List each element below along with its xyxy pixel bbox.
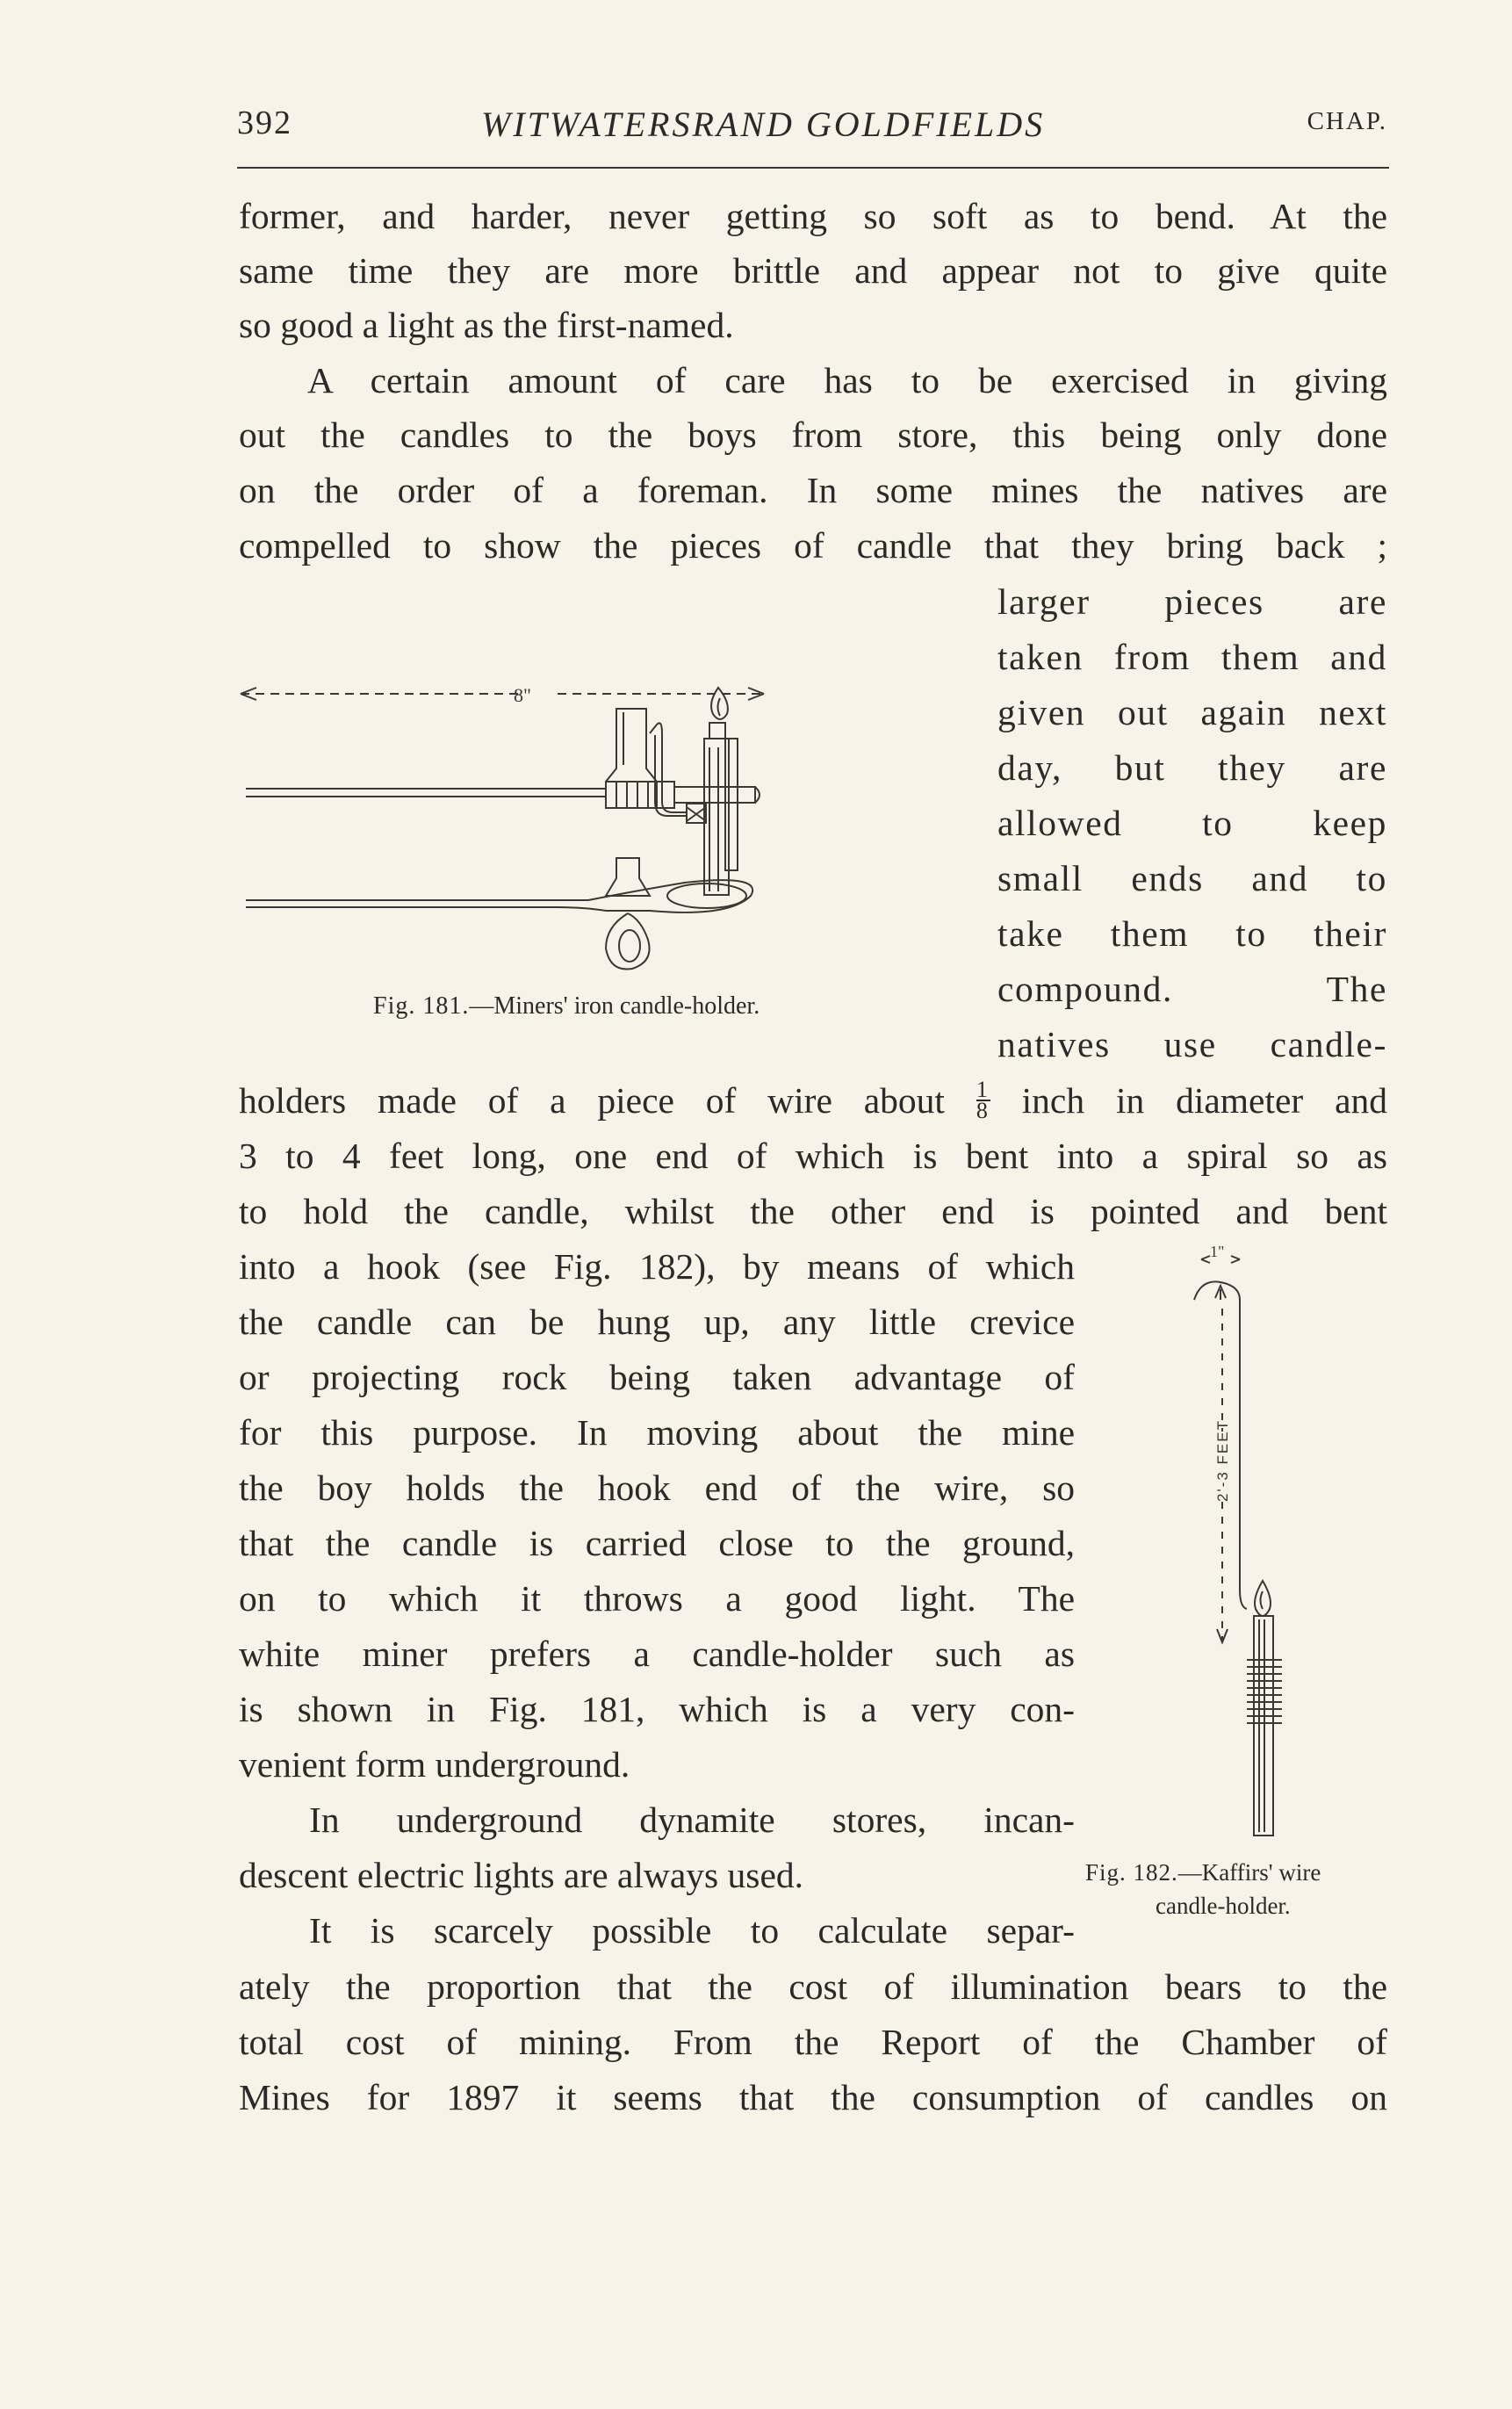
text-line: white miner prefers a candle-holder such as [239,1634,1075,1674]
text-line: the candle can be hung up, any little crevice [239,1302,1075,1342]
text-line: former, and harder, never getting so soft as to bend. At the [239,196,1387,236]
text-line: ately the proportion that the cost of illumination bears to the [239,1966,1387,2007]
running-header [237,104,1387,156]
text-line: venient form underground. [239,1744,630,1785]
text-line: on the order of a foreman. In some mines the natives are [239,470,1387,510]
text-line: Mines for 1897 it seems that the consumption of candles on [239,2077,1387,2117]
text-line: taken from them and [997,637,1387,677]
text-line: day, but they are [997,747,1387,788]
text-line: compelled to show the pieces of candle that they bring back ; [239,525,1387,566]
flame-inner [1261,1591,1264,1609]
text-line: or projecting rock being taken advantage of [239,1357,1075,1397]
text-line: out the candles to the boys from store, this being only done [239,415,1387,455]
ring-inner [619,930,640,962]
chapter-label: CHAP. [1307,107,1387,135]
fraction [976,1077,990,1124]
fig-181-dimension-label: 8" [514,684,531,706]
text-line: is shown in Fig. 181, which is a very con- [239,1689,1075,1729]
text-line: on to which it throws a good light. The [239,1578,1075,1619]
text-line: into a hook (see Fig. 182), by means of which [239,1246,1075,1287]
text-line: the boy holds the hook end of the wire, so [239,1468,1075,1508]
text-line: total cost of mining. From the Report of the Chamber of [239,2022,1387,2062]
dimension-arrow-left [1201,1256,1210,1263]
fig-182-dimension-top: 1" [1210,1243,1225,1260]
text-line: same time they are more brittle and appear not to give quite [239,250,1387,291]
text-segment: inch in diameter and [1021,1080,1387,1121]
text-line: A certain amount of care has to be exercised in giving [307,360,1387,400]
fig-181-miners-candle-holder-illustration [237,628,799,988]
side-hook-inner [655,735,687,816]
header-rule [237,167,1389,169]
text-line: allowed to keep [997,803,1387,843]
text-line: that the candle is carried close to the ground, [239,1523,1075,1563]
fig-182-kaffirs-wire-candle-holder-illustration [1159,1243,1300,1844]
fig-182-caption-text: —Kaffirs' wire [1177,1859,1321,1886]
fig-181-caption [373,992,760,1021]
text-line: to hold the candle, whilst the other end is pointed and bent [239,1191,1387,1231]
running-title: WITWATERSRAND GOLDFIELDS [481,105,1046,144]
fraction-numerator: 1 [976,1080,990,1101]
fig-182-caption [1085,1859,1321,1886]
fig-181-caption-text: —Miners' iron candle-holder. [469,992,760,1020]
tube-sleeve [725,739,738,870]
candle-wick-base [709,723,725,739]
text-line-with-fraction [239,1078,1387,1122]
spike-line [246,907,606,911]
fig-182-caption-label: Fig. 182. [1085,1859,1178,1886]
text-line: small ends and to [997,858,1387,898]
fig-182-caption-line2: candle-holder. [1156,1893,1291,1919]
text-line: 3 to 4 feet long, one end of which is bent into a spiral so as [239,1136,1387,1176]
wire [1240,1511,1247,1609]
fig-181-caption-label: Fig. 181. [373,992,470,1020]
text-line: natives use candle- [997,1024,1387,1064]
text-line: take them to their [997,913,1387,954]
dimension-arrow-right [1231,1256,1240,1263]
fig-182-dimension-side: 2'-3 FEET [1214,1419,1231,1502]
text-line: given out again next [997,692,1387,732]
page-number: 392 [237,105,292,141]
clamp-cross [687,807,706,821]
text-line: In underground dynamite stores, incan- [309,1800,1075,1840]
candle-flame [1255,1581,1271,1616]
text-segment: holders made of a piece of wire about [239,1080,945,1121]
text-line: for this purpose. In moving about the mine [239,1412,1075,1453]
text-line: descent electric lights are always used. [239,1855,803,1895]
dimension-arrow-down [1217,1629,1228,1642]
text-line: larger pieces are [997,581,1387,622]
text-line: so good a light as the first-named. [239,305,734,345]
candle-tube [674,787,755,803]
fraction-denominator: 8 [976,1098,988,1124]
vertical-holder [650,688,738,895]
hook-clip [606,709,657,808]
text-line: compound. The [997,969,1387,1009]
flame-inner [718,698,721,716]
text-line: It is scarcely possible to calculate separ- [309,1910,1075,1951]
